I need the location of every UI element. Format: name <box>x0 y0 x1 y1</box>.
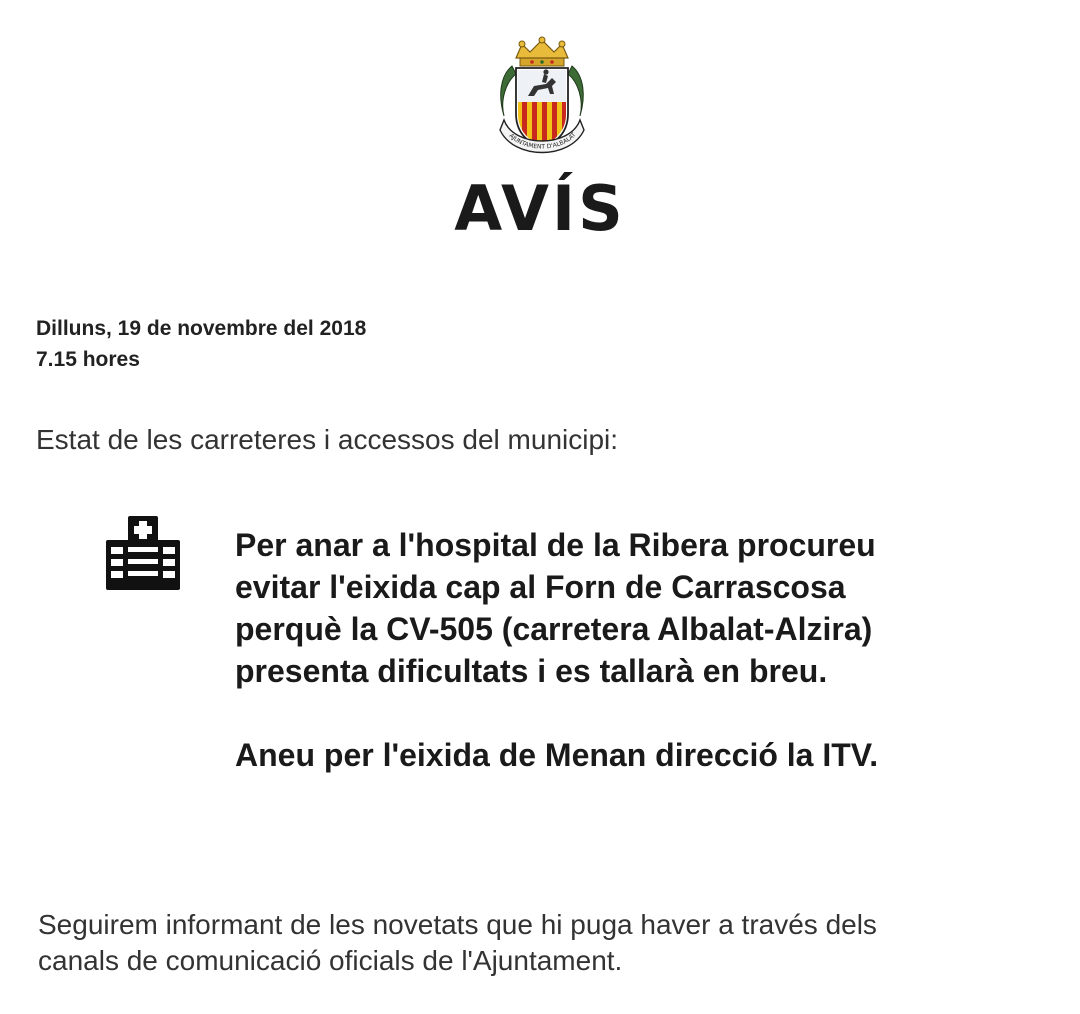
notice-paragraph <box>235 524 1065 692</box>
notice-block <box>235 524 1065 776</box>
notice-line: presenta dificultats i es tallarà en breu. <box>235 653 828 689</box>
municipal-crest-logo <box>490 36 594 162</box>
footer-line: Seguirem informant de les novetats que hi puga haver a través dels <box>38 909 877 940</box>
notice-line: perquè la CV-505 (carretera Albalat-Alzira) <box>235 611 873 647</box>
intro-text: Estat de les carreteres i accessos del municipi: <box>36 424 619 455</box>
notice-directions: Aneu per l'eixida de Menan direcció la ITV. <box>235 737 879 773</box>
crown-icon <box>516 37 568 66</box>
footer-line: canals de comunicació oficials de l'Ajuntament. <box>38 945 623 976</box>
notice-line: evitar l'eixida cap al Forn de Carrascosa <box>235 569 846 605</box>
notice-date: Dilluns, 19 de novembre del 2018 <box>36 317 367 340</box>
crest-ribbon-text: AJUNTAMENT D'ALBALAT <box>507 131 578 151</box>
page-title: AVÍS <box>454 172 626 245</box>
footer-text <box>38 907 1038 979</box>
notice-line: Per anar a l'hospital de la Ribera procureu <box>235 527 876 563</box>
hospital-icon <box>104 514 182 592</box>
date-time-block <box>36 313 366 375</box>
notice-time: 7.15 hores <box>36 348 140 371</box>
